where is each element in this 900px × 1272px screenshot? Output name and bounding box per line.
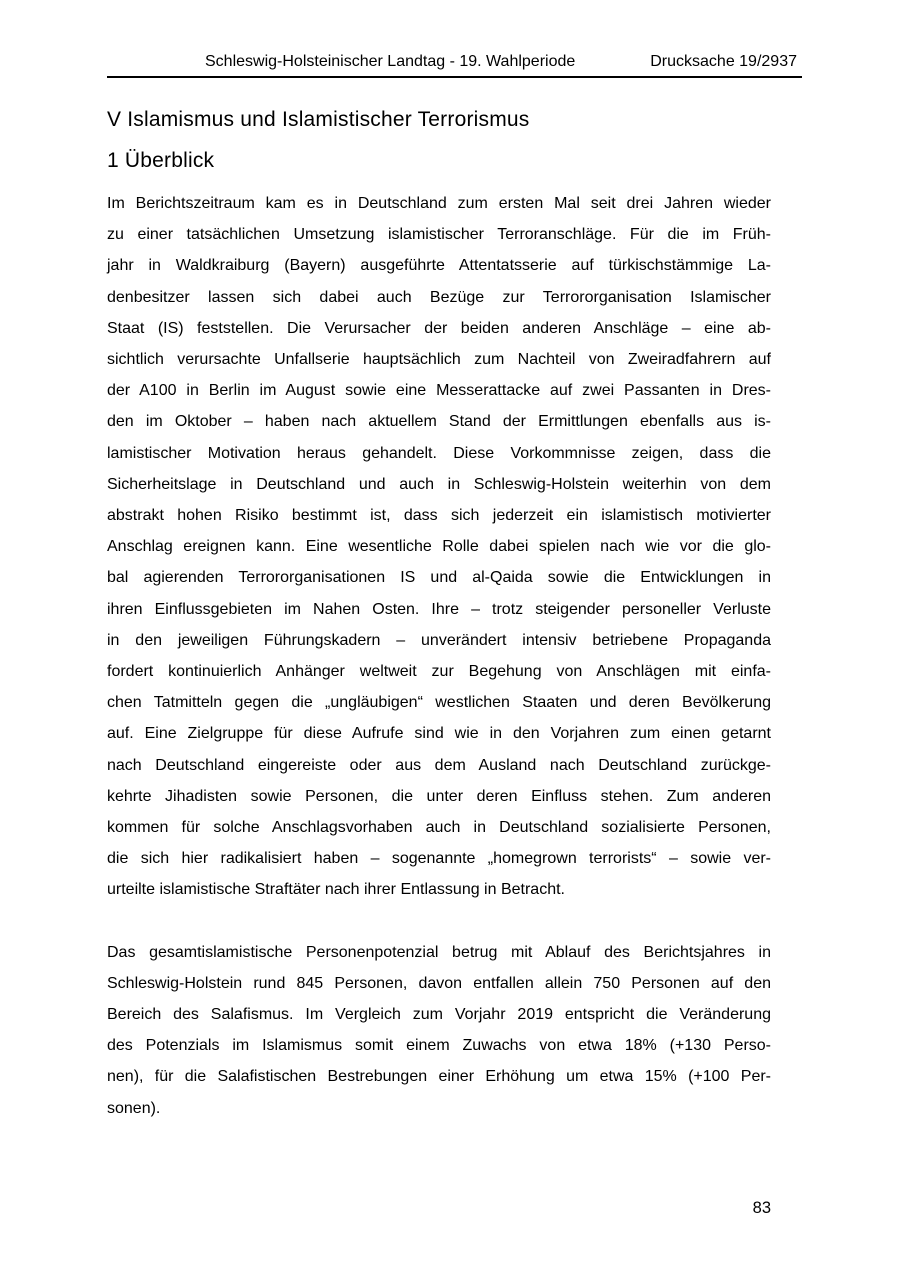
- text-line: Schleswig-Holstein rund 845 Personen, davon entfallen allein 750 Personen auf den: [107, 974, 771, 992]
- text-line: kehrte Jihadisten sowie Personen, die unter deren Einfluss stehen. Zum anderen: [107, 787, 771, 805]
- text-line: den im Oktober – haben nach aktuellem Stand der Ermittlungen ebenfalls aus is-: [107, 413, 771, 431]
- text-line: zu einer tatsächlichen Umsetzung islamistischer Terroranschläge. Für die im Früh-: [107, 226, 771, 244]
- text-line: Das gesamtislamistische Personenpotenzial betrug mit Ablauf des Berichtsjahres in: [107, 943, 771, 961]
- section-heading: V Islamismus und Islamistischer Terrorismus: [107, 108, 530, 131]
- text-line: nach Deutschland eingereiste oder aus dem Ausland nach Deutschland zurückge-: [107, 756, 771, 774]
- text-line: der A100 in Berlin im August sowie eine Messerattacke auf zwei Passanten in Dres-: [107, 382, 771, 400]
- text-line: Sicherheitslage in Deutschland und auch in Schleswig-Holstein weiterhin von dem: [107, 475, 771, 493]
- text-line: chen Tatmitteln gegen die „ungläubigen“ westlichen Staaten und deren Bevölkerung: [107, 694, 771, 712]
- text-line: fordert kontinuierlich Anhänger weltweit zur Begehung von Anschlägen mit einfa-: [107, 663, 771, 681]
- text-line: abstrakt hohen Risiko bestimmt ist, dass sich jederzeit ein islamistisch motivierter: [107, 507, 771, 525]
- page-number: 83: [752, 1199, 771, 1217]
- text-line: bal agierenden Terrororganisationen IS und al-Qaida sowie die Entwicklungen in: [107, 569, 771, 587]
- body-text: [107, 188, 771, 1155]
- text-line: die sich hier radikalisiert haben – sogenannte „homegrown terrorists“ – sowie ver-: [107, 850, 771, 868]
- text-line: denbesitzer lassen sich dabei auch Bezüge zur Terrororganisation Islamischer: [107, 288, 771, 306]
- text-line: kommen für solche Anschlagsvorhaben auch in Deutschland sozialisierte Personen,: [107, 819, 771, 837]
- text-line: jahr in Waldkraiburg (Bayern) ausgeführte Attentatsserie auf türkischstämmige La-: [107, 257, 771, 275]
- text-line: ihren Einflussgebieten im Nahen Osten. Ihre – trotz steigender personeller Verluste: [107, 600, 771, 618]
- header-document-number: Drucksache 19/2937: [650, 53, 797, 70]
- header-divider: [107, 76, 802, 78]
- page-header: [107, 52, 797, 71]
- text-line: nen), für die Salafistischen Bestrebungen einer Erhöhung um etwa 15% (+100 Per-: [107, 1068, 771, 1086]
- text-line: auf. Eine Zielgruppe für diese Aufrufe sind wie in den Vorjahren zum einen getarnt: [107, 725, 771, 743]
- text-line: des Potenzials im Islamismus somit einem Zuwachs von etwa 18% (+130 Perso-: [107, 1037, 771, 1055]
- text-line: urteilte islamistische Straftäter nach ihrer Entlassung in Betracht.: [107, 881, 565, 899]
- text-line: Staat (IS) feststellen. Die Verursacher der beiden anderen Anschläge – eine ab-: [107, 319, 771, 337]
- text-line: sonen).: [107, 1099, 161, 1117]
- text-line: in den jeweiligen Führungskadern – unverändert intensiv betriebene Propaganda: [107, 631, 771, 649]
- header-title: Schleswig-Holsteinischer Landtag - 19. Wahlperiode: [205, 53, 576, 70]
- text-line: Bereich des Salafismus. Im Vergleich zum Vorjahr 2019 entspricht die Veränderung: [107, 1006, 771, 1024]
- text-line: Im Berichtszeitraum kam es in Deutschland zum ersten Mal seit drei Jahren wieder: [107, 195, 771, 212]
- text-line: lamistischer Motivation heraus gehandelt. Diese Vorkommnisse zeigen, dass die: [107, 444, 771, 462]
- paragraph: [107, 188, 771, 906]
- text-line: Anschlag ereignen kann. Eine wesentliche Rolle dabei spielen nach wie vor die glo-: [107, 538, 771, 556]
- paragraph: [107, 937, 771, 1124]
- subsection-heading: 1 Überblick: [107, 149, 215, 172]
- text-line: sichtlich verursachte Unfallserie hauptsächlich zum Nachteil von Zweiradfahrern auf: [107, 351, 771, 369]
